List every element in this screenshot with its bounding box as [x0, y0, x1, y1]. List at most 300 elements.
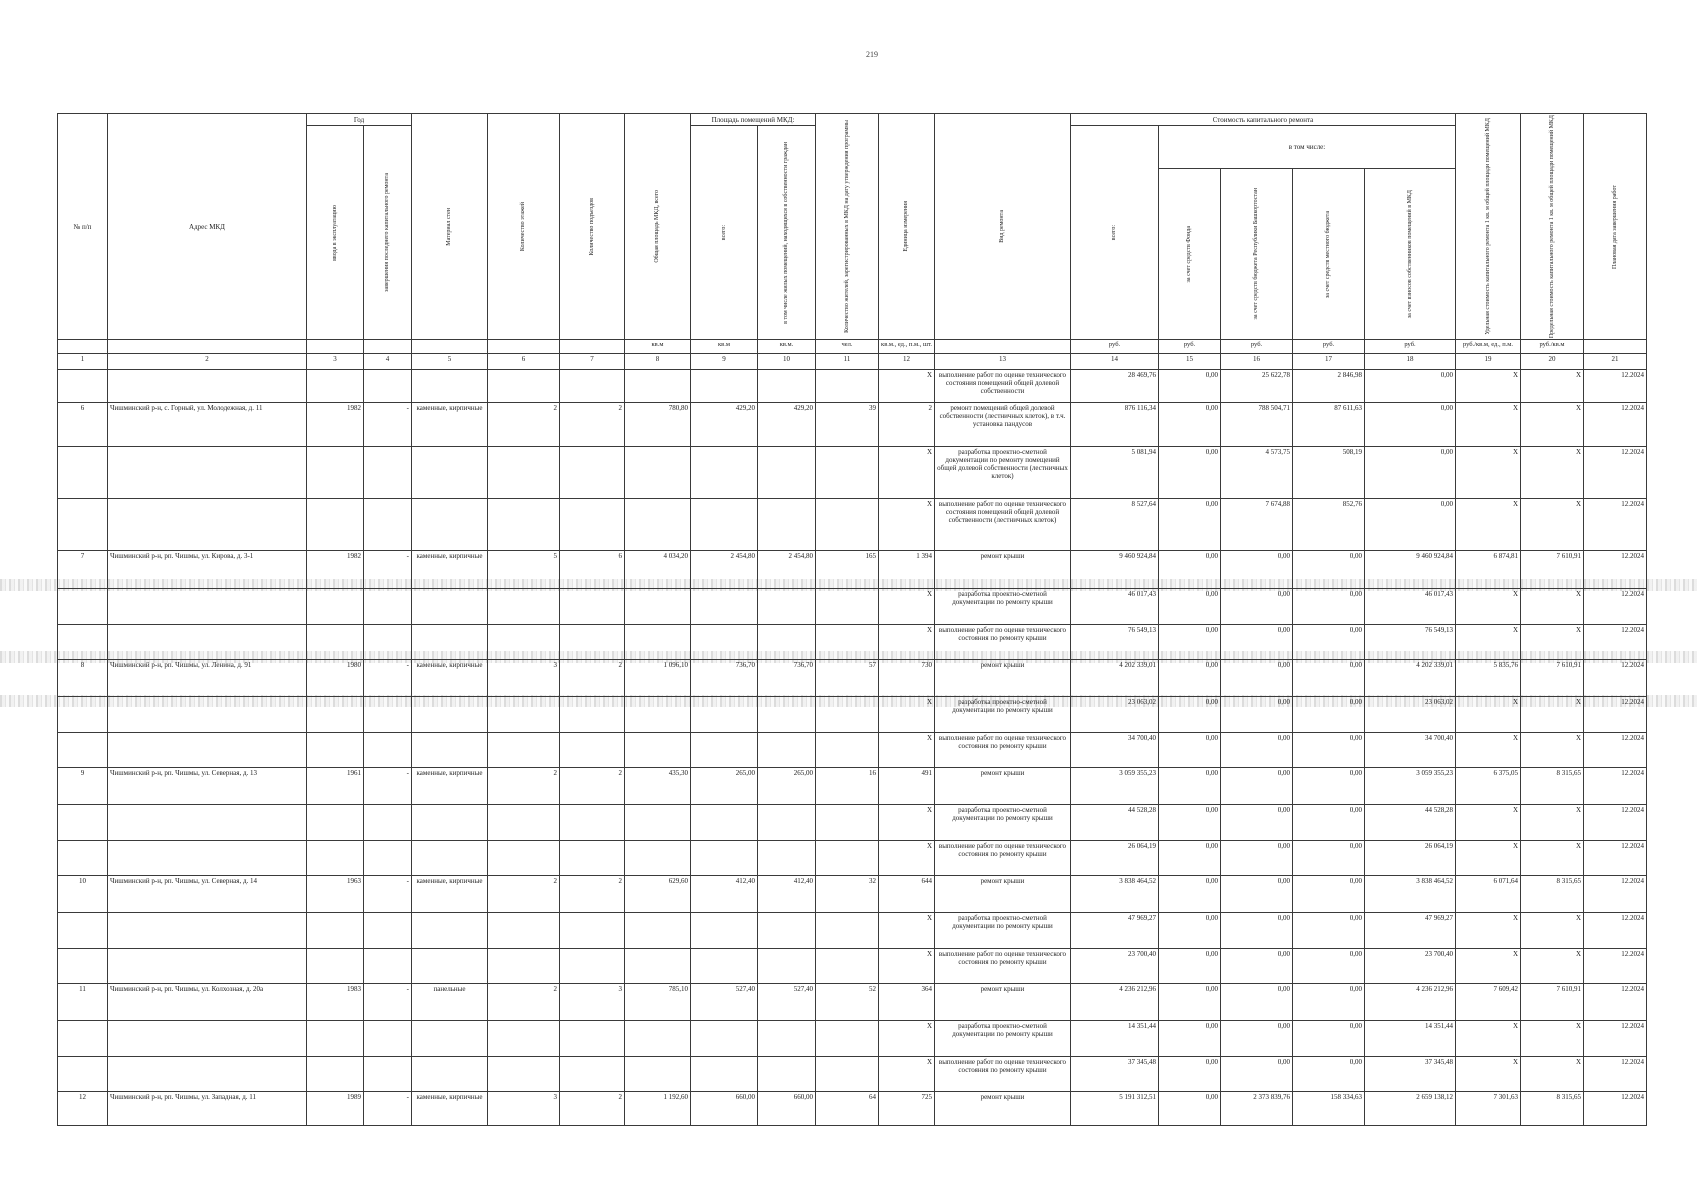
header-year-last-repair: завершения последнего капитального ремонта	[364, 126, 412, 340]
cell-cost-local: 0,00	[1293, 768, 1365, 805]
cell-address: Чишминский р-н, рп. Чишмы, ул. Западная, д. 11	[108, 1092, 307, 1126]
cell-row-number	[58, 589, 108, 625]
column-number-cell: 14	[1071, 354, 1159, 370]
unit-cell: руб.	[1365, 340, 1456, 354]
unit-cell: руб.	[1071, 340, 1159, 354]
cell-cost-fund: 0,00	[1159, 625, 1221, 660]
cell-cost-fund: 0,00	[1159, 841, 1221, 876]
cell-area-all	[691, 913, 758, 949]
cell-residents	[816, 447, 879, 499]
cell-year-commission	[307, 499, 364, 551]
cell-plan-date: 12.2024	[1584, 733, 1647, 768]
header-area-all: всего:	[691, 126, 758, 340]
cell-floors: 2	[488, 768, 560, 805]
cell-cost-local: 508,19	[1293, 447, 1365, 499]
header-residents: Количество жителей, зарегистрированных в МКД на дату утверждения программы	[816, 114, 879, 340]
header-incl: в том числе:	[1159, 126, 1456, 169]
cell-area-incl	[758, 913, 816, 949]
cell-limit-cost: X	[1521, 625, 1584, 660]
cell-unit-value: 644	[879, 876, 935, 913]
cell-cost-owners: 47 969,27	[1365, 913, 1456, 949]
cell-year-commission	[307, 1021, 364, 1057]
cell-area-incl	[758, 841, 816, 876]
cell-plan-date: 12.2024	[1584, 949, 1647, 984]
cell-cost-fund: 0,00	[1159, 1092, 1221, 1126]
column-number-row	[58, 354, 1647, 370]
cell-row-number: 10	[58, 876, 108, 913]
cell-cost-total: 23 063,02	[1071, 697, 1159, 733]
cell-area-incl	[758, 805, 816, 841]
cell-cost-owners: 44 528,28	[1365, 805, 1456, 841]
cell-row-number	[58, 1021, 108, 1057]
column-number-cell: 3	[307, 354, 364, 370]
cell-row-number	[58, 447, 108, 499]
cell-work-type: выполнение работ по оценке технического состояния по ремонту крыши	[935, 841, 1071, 876]
cell-wall-material: каменные, кирпичные	[412, 403, 488, 447]
cell-area-all	[691, 499, 758, 551]
cell-limit-cost: X	[1521, 370, 1584, 403]
cell-limit-cost: X	[1521, 1021, 1584, 1057]
unit-cell	[560, 340, 625, 354]
cell-address	[108, 949, 307, 984]
cell-cost-owners: 0,00	[1365, 370, 1456, 403]
cell-cost-republic: 0,00	[1221, 625, 1293, 660]
cell-residents	[816, 1057, 879, 1092]
cell-limit-cost: 8 315,65	[1521, 1092, 1584, 1126]
cell-year-commission	[307, 447, 364, 499]
cell-cost-owners: 34 700,40	[1365, 733, 1456, 768]
cell-floors	[488, 841, 560, 876]
cell-area-incl	[758, 697, 816, 733]
cell-year-last-repair: -	[364, 1092, 412, 1126]
cell-work-type: ремонт крыши	[935, 768, 1071, 805]
cell-row-number	[58, 625, 108, 660]
cell-year-last-repair	[364, 370, 412, 403]
cell-address: Чишминский р-н, рп. Чишмы, ул. Кирова, д. 3-1	[108, 551, 307, 589]
unit-cell	[108, 340, 307, 354]
column-number-cell: 16	[1221, 354, 1293, 370]
cell-row-number: 8	[58, 660, 108, 697]
cell-limit-cost: X	[1521, 1057, 1584, 1092]
header-area-incl: в том числе жилых помещений, находящихся в собственности граждан	[758, 126, 816, 340]
cell-cost-total: 5 191 312,51	[1071, 1092, 1159, 1126]
cell-entrances: 2	[560, 876, 625, 913]
cell-cost-total: 44 528,28	[1071, 805, 1159, 841]
cell-address	[108, 697, 307, 733]
header-total-area: Общая площадь МКД, всего	[625, 114, 691, 340]
cell-floors: 2	[488, 876, 560, 913]
cell-residents: 16	[816, 768, 879, 805]
cell-cost-republic: 0,00	[1221, 551, 1293, 589]
cell-floors	[488, 370, 560, 403]
cell-plan-date: 12.2024	[1584, 697, 1647, 733]
cell-year-last-repair	[364, 589, 412, 625]
cell-year-commission	[307, 589, 364, 625]
column-number-cell: 1	[58, 354, 108, 370]
cell-specific-cost: 6 071,64	[1456, 876, 1521, 913]
page-number: 219	[866, 50, 878, 59]
cell-floors	[488, 499, 560, 551]
header-year-commission: ввода в эксплуатацию	[307, 126, 364, 340]
column-number-cell: 5	[412, 354, 488, 370]
cell-area-incl: 527,40	[758, 984, 816, 1021]
header-cost-total: всего:	[1071, 126, 1159, 340]
cell-floors	[488, 805, 560, 841]
cell-address	[108, 625, 307, 660]
cell-limit-cost: 8 315,65	[1521, 876, 1584, 913]
cell-work-type: выполнение работ по оценке технического состояния по ремонту крыши	[935, 625, 1071, 660]
cell-cost-fund: 0,00	[1159, 499, 1221, 551]
cell-cost-local: 0,00	[1293, 805, 1365, 841]
cell-year-last-repair	[364, 949, 412, 984]
cell-specific-cost: X	[1456, 447, 1521, 499]
cell-cost-fund: 0,00	[1159, 876, 1221, 913]
column-number-cell: 2	[108, 354, 307, 370]
cell-cost-republic: 0,00	[1221, 1021, 1293, 1057]
cell-cost-owners: 9 460 924,84	[1365, 551, 1456, 589]
cell-cost-fund: 0,00	[1159, 1021, 1221, 1057]
cell-address: Чишминский р-н, рп. Чишмы, ул. Колхозная, д. 20а	[108, 984, 307, 1021]
cell-area-all	[691, 949, 758, 984]
cell-cost-local: 0,00	[1293, 551, 1365, 589]
unit-cell: руб.	[1293, 340, 1365, 354]
cell-cost-total: 14 351,44	[1071, 1021, 1159, 1057]
cell-cost-fund: 0,00	[1159, 660, 1221, 697]
cell-wall-material: каменные, кирпичные	[412, 551, 488, 589]
cell-cost-owners: 2 659 138,12	[1365, 1092, 1456, 1126]
cell-plan-date: 12.2024	[1584, 660, 1647, 697]
cell-cost-total: 34 700,40	[1071, 733, 1159, 768]
cell-year-commission	[307, 841, 364, 876]
cell-row-number: 9	[58, 768, 108, 805]
cell-plan-date: 12.2024	[1584, 1021, 1647, 1057]
cell-entrances	[560, 697, 625, 733]
cell-total-area: 4 034,20	[625, 551, 691, 589]
cell-area-incl	[758, 1057, 816, 1092]
cell-address	[108, 499, 307, 551]
cell-specific-cost: X	[1456, 949, 1521, 984]
header-work-type: Вид ремонта	[935, 114, 1071, 340]
table-row	[58, 1021, 1647, 1057]
cell-specific-cost: 5 835,76	[1456, 660, 1521, 697]
cell-year-commission	[307, 625, 364, 660]
cell-limit-cost: X	[1521, 403, 1584, 447]
column-number-cell: 9	[691, 354, 758, 370]
cell-year-last-repair: -	[364, 876, 412, 913]
cell-entrances	[560, 589, 625, 625]
table-row	[58, 589, 1647, 625]
cell-row-number	[58, 733, 108, 768]
cell-year-last-repair: -	[364, 403, 412, 447]
cell-wall-material	[412, 697, 488, 733]
cell-entrances	[560, 805, 625, 841]
header-republic: за счет средств бюджета Республики Башкортостан	[1221, 169, 1293, 340]
cell-plan-date: 12.2024	[1584, 589, 1647, 625]
cell-specific-cost: X	[1456, 589, 1521, 625]
cell-cost-local: 0,00	[1293, 1057, 1365, 1092]
cell-entrances: 2	[560, 660, 625, 697]
cell-residents	[816, 697, 879, 733]
cell-total-area: 1 096,10	[625, 660, 691, 697]
header-unit: Единица измерения	[879, 114, 935, 340]
table-row	[58, 949, 1647, 984]
table-row	[58, 660, 1647, 697]
cell-residents	[816, 805, 879, 841]
cell-wall-material: панельные	[412, 984, 488, 1021]
cell-residents	[816, 733, 879, 768]
cell-cost-republic: 0,00	[1221, 984, 1293, 1021]
cell-cost-local: 0,00	[1293, 589, 1365, 625]
cell-address	[108, 913, 307, 949]
cell-floors	[488, 697, 560, 733]
column-number-cell: 15	[1159, 354, 1221, 370]
cell-floors	[488, 913, 560, 949]
cell-cost-republic: 2 373 839,76	[1221, 1092, 1293, 1126]
table-row	[58, 805, 1647, 841]
cell-area-all	[691, 447, 758, 499]
cell-cost-republic: 0,00	[1221, 733, 1293, 768]
unit-cell: чел.	[816, 340, 879, 354]
cell-total-area: 785,10	[625, 984, 691, 1021]
cell-area-incl	[758, 733, 816, 768]
column-number-cell: 19	[1456, 354, 1521, 370]
table-row	[58, 403, 1647, 447]
table-row	[58, 876, 1647, 913]
column-number-cell: 4	[364, 354, 412, 370]
cell-unit-value: X	[879, 589, 935, 625]
cell-address	[108, 841, 307, 876]
cell-floors: 2	[488, 403, 560, 447]
cell-cost-total: 3 838 464,52	[1071, 876, 1159, 913]
cell-unit-value: 364	[879, 984, 935, 1021]
cell-work-type: разработка проектно-сметной документации по ремонту крыши	[935, 589, 1071, 625]
cell-work-type: выполнение работ по оценке технического состояния помещений общей долевой собственности	[935, 370, 1071, 403]
cell-plan-date: 12.2024	[1584, 370, 1647, 403]
cell-limit-cost: X	[1521, 499, 1584, 551]
cell-year-last-repair: -	[364, 768, 412, 805]
header-premises-area: Площадь помещений МКД:	[691, 114, 816, 126]
cell-limit-cost: X	[1521, 589, 1584, 625]
cell-floors: 3	[488, 660, 560, 697]
column-number-cell: 21	[1584, 354, 1647, 370]
cell-residents	[816, 370, 879, 403]
cell-specific-cost: X	[1456, 841, 1521, 876]
cell-address	[108, 1057, 307, 1092]
cell-cost-fund: 0,00	[1159, 805, 1221, 841]
cell-cost-fund: 0,00	[1159, 984, 1221, 1021]
cell-cost-total: 26 064,19	[1071, 841, 1159, 876]
cell-area-all: 527,40	[691, 984, 758, 1021]
cell-floors	[488, 733, 560, 768]
table-row	[58, 733, 1647, 768]
cell-area-incl	[758, 370, 816, 403]
column-number-cell: 12	[879, 354, 935, 370]
cell-cost-total: 876 116,34	[1071, 403, 1159, 447]
cell-unit-value: X	[879, 1057, 935, 1092]
cell-year-commission	[307, 805, 364, 841]
table-row	[58, 1092, 1647, 1126]
cell-year-commission	[307, 1057, 364, 1092]
table-row	[58, 499, 1647, 551]
cell-total-area	[625, 697, 691, 733]
cell-work-type: выполнение работ по оценке технического состояния по ремонту крыши	[935, 949, 1071, 984]
cell-cost-fund: 0,00	[1159, 913, 1221, 949]
cell-specific-cost: 7 301,63	[1456, 1092, 1521, 1126]
cell-year-commission: 1963	[307, 876, 364, 913]
cell-row-number: 11	[58, 984, 108, 1021]
cell-area-incl: 2 454,80	[758, 551, 816, 589]
cell-specific-cost: X	[1456, 625, 1521, 660]
cell-specific-cost: X	[1456, 403, 1521, 447]
cell-cost-republic: 0,00	[1221, 589, 1293, 625]
cell-row-number	[58, 949, 108, 984]
unit-cell	[364, 340, 412, 354]
table-row	[58, 1057, 1647, 1092]
cell-unit-value: X	[879, 370, 935, 403]
cell-residents	[816, 625, 879, 660]
cell-row-number	[58, 913, 108, 949]
cell-area-incl: 429,20	[758, 403, 816, 447]
cell-area-incl: 660,00	[758, 1092, 816, 1126]
cell-cost-local: 0,00	[1293, 625, 1365, 660]
cell-cost-republic: 0,00	[1221, 768, 1293, 805]
cell-cost-owners: 23 063,02	[1365, 697, 1456, 733]
cell-cost-republic: 0,00	[1221, 805, 1293, 841]
unit-cell: кв.м., ед., п.м., шт.	[879, 340, 935, 354]
cell-area-all: 429,20	[691, 403, 758, 447]
cell-total-area	[625, 949, 691, 984]
cell-work-type: ремонт помещений общей долевой собственности (лестничных клеток), в т.ч. установка пандусов	[935, 403, 1071, 447]
cell-entrances	[560, 733, 625, 768]
cell-cost-owners: 23 700,40	[1365, 949, 1456, 984]
cell-plan-date: 12.2024	[1584, 768, 1647, 805]
cell-total-area: 629,60	[625, 876, 691, 913]
cell-total-area	[625, 447, 691, 499]
cell-year-last-repair: -	[364, 551, 412, 589]
cell-wall-material	[412, 733, 488, 768]
cell-unit-value: X	[879, 841, 935, 876]
cell-specific-cost: X	[1456, 697, 1521, 733]
column-number-cell: 13	[935, 354, 1071, 370]
cell-limit-cost: 7 610,91	[1521, 984, 1584, 1021]
column-number-cell: 7	[560, 354, 625, 370]
cell-year-commission: 1989	[307, 1092, 364, 1126]
cell-area-all	[691, 733, 758, 768]
cell-work-type: выполнение работ по оценке технического состояния по ремонту крыши	[935, 1057, 1071, 1092]
cell-cost-republic: 25 622,78	[1221, 370, 1293, 403]
cell-unit-value: X	[879, 697, 935, 733]
cell-work-type: разработка проектно-сметной документации по ремонту крыши	[935, 1021, 1071, 1057]
cell-year-last-repair: -	[364, 660, 412, 697]
table-row	[58, 913, 1647, 949]
header-year: Год	[307, 114, 412, 126]
cell-year-last-repair	[364, 625, 412, 660]
cell-limit-cost: 8 315,65	[1521, 768, 1584, 805]
cell-floors	[488, 1021, 560, 1057]
cell-year-last-repair	[364, 697, 412, 733]
cell-year-commission: 1982	[307, 403, 364, 447]
column-number-cell: 11	[816, 354, 879, 370]
cell-residents	[816, 841, 879, 876]
table-row	[58, 447, 1647, 499]
capital-repair-table	[57, 113, 1647, 1126]
cell-address: Чишминский р-н, с. Горный, ул. Молодежная, д. 11	[108, 403, 307, 447]
units-row	[58, 340, 1647, 354]
cell-cost-total: 23 700,40	[1071, 949, 1159, 984]
cell-cost-fund: 0,00	[1159, 551, 1221, 589]
cell-cost-owners: 76 549,13	[1365, 625, 1456, 660]
cell-area-all: 265,00	[691, 768, 758, 805]
cell-address	[108, 805, 307, 841]
cell-cost-owners: 46 017,43	[1365, 589, 1456, 625]
cell-work-type: разработка проектно-сметной документации по ремонту крыши	[935, 805, 1071, 841]
cell-specific-cost: X	[1456, 913, 1521, 949]
cell-plan-date: 12.2024	[1584, 913, 1647, 949]
cell-entrances: 3	[560, 984, 625, 1021]
cell-total-area	[625, 913, 691, 949]
cell-total-area	[625, 625, 691, 660]
cell-address	[108, 447, 307, 499]
cell-area-incl	[758, 1021, 816, 1057]
cell-unit-value: X	[879, 1021, 935, 1057]
cell-year-last-repair	[364, 1021, 412, 1057]
cell-area-incl	[758, 625, 816, 660]
cell-cost-local: 852,76	[1293, 499, 1365, 551]
cell-cost-owners: 4 202 339,01	[1365, 660, 1456, 697]
column-number-cell: 20	[1521, 354, 1584, 370]
cell-cost-total: 37 345,48	[1071, 1057, 1159, 1092]
cell-entrances	[560, 499, 625, 551]
cell-row-number	[58, 1057, 108, 1092]
cell-wall-material	[412, 1057, 488, 1092]
cell-area-incl: 412,40	[758, 876, 816, 913]
cell-limit-cost: 7 610,91	[1521, 660, 1584, 697]
cell-total-area	[625, 805, 691, 841]
cell-cost-local: 2 846,98	[1293, 370, 1365, 403]
cell-cost-local: 158 334,63	[1293, 1092, 1365, 1126]
cell-cost-republic: 0,00	[1221, 841, 1293, 876]
cell-entrances	[560, 447, 625, 499]
unit-cell: руб.	[1159, 340, 1221, 354]
cell-area-incl	[758, 447, 816, 499]
cell-entrances	[560, 913, 625, 949]
cell-unit-value: 1 394	[879, 551, 935, 589]
unit-cell	[307, 340, 364, 354]
cell-floors	[488, 589, 560, 625]
cell-area-incl: 736,70	[758, 660, 816, 697]
cell-total-area	[625, 370, 691, 403]
cell-limit-cost: X	[1521, 697, 1584, 733]
cell-cost-fund: 0,00	[1159, 1057, 1221, 1092]
cell-entrances	[560, 1021, 625, 1057]
cell-wall-material	[412, 589, 488, 625]
cell-residents	[816, 949, 879, 984]
cell-row-number	[58, 841, 108, 876]
cell-plan-date: 12.2024	[1584, 1057, 1647, 1092]
cell-year-commission	[307, 949, 364, 984]
cell-cost-republic: 0,00	[1221, 660, 1293, 697]
cell-cost-fund: 0,00	[1159, 403, 1221, 447]
header-entrances: Количество подъездов	[560, 114, 625, 340]
cell-entrances	[560, 625, 625, 660]
unit-cell: кв.м	[625, 340, 691, 354]
cell-work-type: разработка проектно-сметной документации по ремонту крыши	[935, 913, 1071, 949]
cell-row-number	[58, 697, 108, 733]
cell-entrances	[560, 370, 625, 403]
cell-total-area	[625, 589, 691, 625]
cell-row-number: 6	[58, 403, 108, 447]
cell-limit-cost: 7 610,91	[1521, 551, 1584, 589]
